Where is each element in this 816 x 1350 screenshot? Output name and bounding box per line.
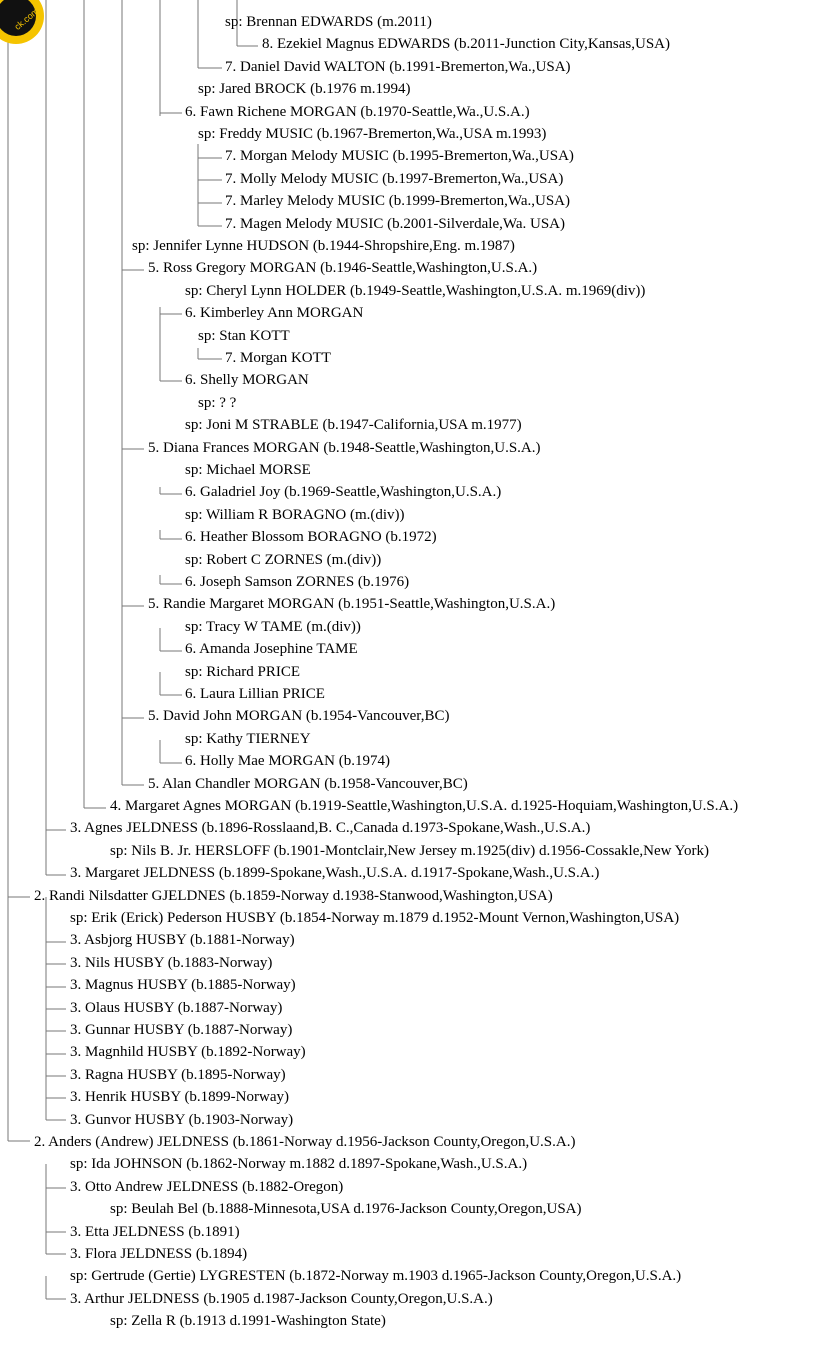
tree-row: 3. Margaret JELDNESS (b.1899-Spokane,Wash.,U.S.A. d.1917-Spokane,Wash.,U.S.A.) [70, 865, 600, 882]
tree-row: sp: Jared BROCK (b.1976 m.1994) [198, 81, 411, 98]
tree-row: 5. Alan Chandler MORGAN (b.1958-Vancouver,BC) [148, 775, 468, 792]
tree-row: 7. Daniel David WALTON (b.1991-Bremerton,Wa.,USA) [225, 58, 571, 75]
tree-row: 7. Molly Melody MUSIC (b.1997-Bremerton,Wa.,USA) [225, 170, 564, 187]
tree-row: sp: Robert C ZORNES (m.(div)) [185, 551, 382, 568]
tree-row: sp: Erik (Erick) Pederson HUSBY (b.1854-Norway m.1879 d.1952-Mount Vernon,Washington,USA) [70, 910, 680, 926]
tree-row: 6. Shelly MORGAN [185, 372, 309, 389]
tree-row: 6. Fawn Richene MORGAN (b.1970-Seattle,Wa.,U.S.A.) [185, 103, 530, 120]
tree-row: sp: Ida JOHNSON (b.1862-Norway m.1882 d.1897-Spokane,Wash.,U.S.A.) [70, 1156, 528, 1173]
tree-row: 7. Magen Melody MUSIC (b.2001-Silverdale,Wa. USA) [225, 215, 565, 232]
tree-row: 3. Asbjorg HUSBY (b.1881-Norway) [70, 932, 295, 949]
tree-row: 6. Amanda Josephine TAME [185, 641, 358, 658]
tree-row: 3. Arthur JELDNESS (b.1905 d.1987-Jackson County,Oregon,U.S.A.) [70, 1290, 493, 1307]
tree-row: 3. Flora JELDNESS (b.1894) [70, 1246, 248, 1262]
tree-row: sp: Tracy W TAME (m.(div)) [185, 618, 361, 635]
tree-row: 2. Anders (Andrew) JELDNESS (b.1861-Norway d.1956-Jackson County,Oregon,U.S.A.) [34, 1134, 576, 1150]
tree-row: sp: Brennan EDWARDS (m.2011) [225, 14, 432, 30]
tree-row: 6. Heather Blossom BORAGNO (b.1972) [185, 529, 437, 546]
tree-row: 3. Ragna HUSBY (b.1895-Norway) [70, 1066, 286, 1083]
tree-row: sp: Stan KOTT [198, 327, 290, 344]
tree-row: 8. Ezekiel Magnus EDWARDS (b.2011-Junction City,Kansas,USA) [262, 36, 671, 53]
tree-row: 5. David John MORGAN (b.1954-Vancouver,BC) [148, 708, 450, 725]
tree-row: 6. Galadriel Joy (b.1969-Seattle,Washington,U.S.A.) [185, 484, 502, 501]
tree-row: 6. Joseph Samson ZORNES (b.1976) [185, 574, 410, 590]
tree-row: 4. Margaret Agnes MORGAN (b.1919-Seattle,Washington,U.S.A. d.1925-Hoquiam,Washington,U.S.A.) [110, 798, 739, 814]
tree-row: 7. Morgan KOTT [225, 350, 331, 366]
tree-row: 3. Magnus HUSBY (b.1885-Norway) [70, 977, 296, 994]
tree-row: sp: Nils B. Jr. HERSLOFF (b.1901-Montclair,New Jersey m.1925(div) d.1956-Cossakle,New York) [110, 842, 709, 859]
tree-row: sp: Freddy MUSIC (b.1967-Bremerton,Wa.,USA m.1993) [198, 126, 547, 142]
tree-row: 6. Holly Mae MORGAN (b.1974) [185, 753, 390, 770]
tree-row: sp: Zella R (b.1913 d.1991-Washington State) [110, 1313, 386, 1330]
tree-row: 3. Otto Andrew JELDNESS (b.1882-Oregon) [70, 1178, 344, 1195]
tree-row: 3. Gunnar HUSBY (b.1887-Norway) [70, 1022, 293, 1038]
tree-row: 3. Henrik HUSBY (b.1899-Norway) [70, 1089, 289, 1106]
tree-row: sp: William R BORAGNO (m.(div)) [185, 506, 405, 523]
tree-row: 6. Kimberley Ann MORGAN [185, 305, 364, 322]
tree-row: sp: Kathy TIERNEY [185, 730, 311, 747]
tree-row: 5. Randie Margaret MORGAN (b.1951-Seattle,Washington,U.S.A.) [148, 596, 556, 613]
tree-row: sp: Beulah Bel (b.1888-Minnesota,USA d.1976-Jackson County,Oregon,USA) [110, 1201, 582, 1218]
tree-row: sp: ? ? [198, 394, 237, 411]
tree-row: 3. Magnhild HUSBY (b.1892-Norway) [70, 1044, 306, 1061]
tree-row: 2. Randi Nilsdatter GJELDNES (b.1859-Norway d.1938-Stanwood,Washington,USA) [34, 887, 553, 904]
tree-row: sp: Michael MORSE [185, 462, 311, 478]
tree-row: 3. Gunvor HUSBY (b.1903-Norway) [70, 1111, 294, 1128]
tree-row: 5. Diana Frances MORGAN (b.1948-Seattle,Washington,U.S.A.) [148, 439, 541, 456]
tree-row: 3. Nils HUSBY (b.1883-Norway) [70, 954, 273, 971]
tree-row: 3. Agnes JELDNESS (b.1896-Rosslaand,B. C.,Canada d.1973-Spokane,Wash.,U.S.A.) [70, 820, 591, 837]
tree-row: sp: Joni M STRABLE (b.1947-California,USA m.1977) [185, 417, 522, 434]
tree-row: sp: Richard PRICE [185, 663, 300, 680]
tree-row: 3. Etta JELDNESS (b.1891) [70, 1223, 240, 1240]
tree-row: sp: Jennifer Lynne HUDSON (b.1944-Shropshire,Eng. m.1987) [132, 238, 515, 254]
tree-row: 7. Marley Melody MUSIC (b.1999-Bremerton,Wa.,USA) [225, 193, 570, 210]
tree-row: 3. Olaus HUSBY (b.1887-Norway) [70, 999, 283, 1016]
tree-row: 6. Laura Lillian PRICE [185, 686, 325, 702]
tree-row: 5. Ross Gregory MORGAN (b.1946-Seattle,Washington,U.S.A.) [148, 260, 538, 277]
tree-row: 7. Morgan Melody MUSIC (b.1995-Bremerton,Wa.,USA) [225, 148, 574, 165]
logo-text: ck.com [12, 5, 41, 32]
tree-row: sp: Gertrude (Gertie) LYGRESTEN (b.1872-Norway m.1903 d.1965-Jackson County,Oregon,U.S.A.) [70, 1268, 682, 1285]
tree-row: sp: Cheryl Lynn HOLDER (b.1949-Seattle,Washington,U.S.A. m.1969(div)) [185, 282, 646, 299]
logo-badge [0, 0, 46, 46]
